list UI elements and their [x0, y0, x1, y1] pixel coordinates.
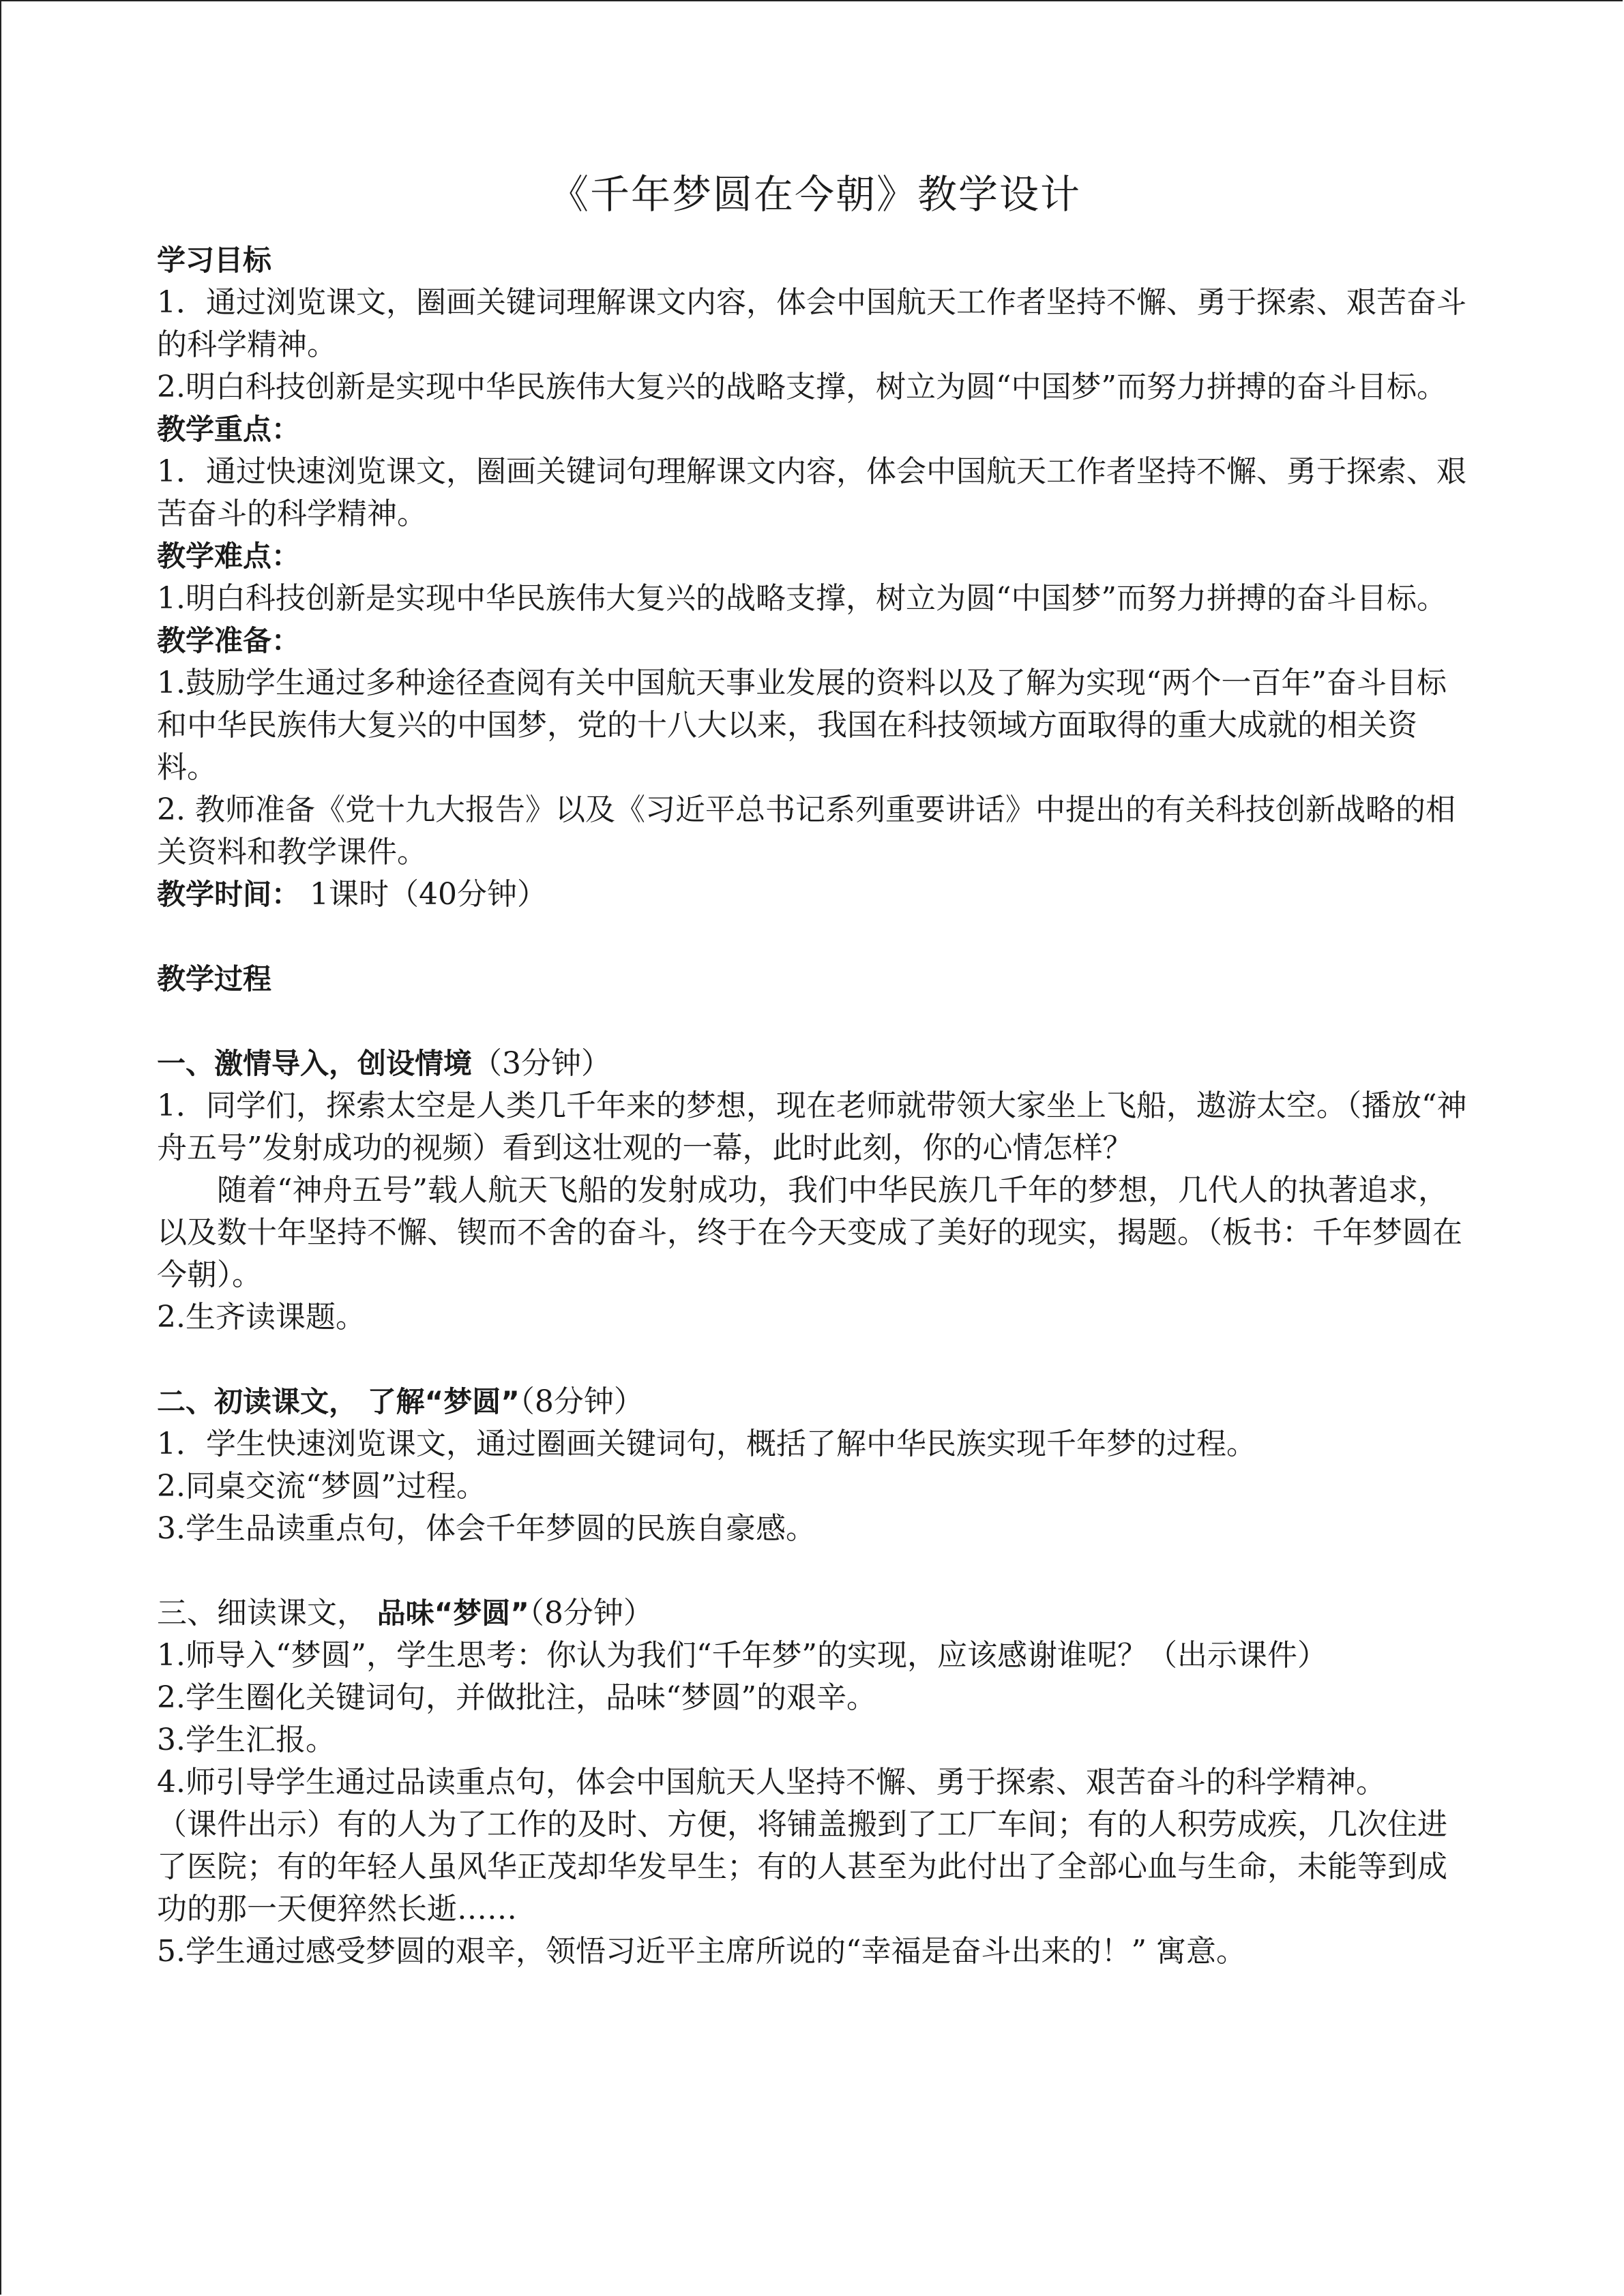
- section-1-item: 1．同学们，探索太空是人类几千年来的梦想，现在老师就带领大家坐上飞船，遨游太空。（播放“神舟五号”发射成功的视频）看到这壮观的一幕，此时此刻，你的心情怎样？: [157, 1088, 1467, 1165]
- time-heading: 教学时间：: [157, 878, 301, 911]
- spacer: [157, 1550, 1473, 1592]
- section-3-item: 2.学生圈化关键词句，并做批注，品味“梦圆”的艰辛。: [157, 1680, 876, 1715]
- key-points-heading: 教学重点：: [157, 413, 301, 446]
- spacer: [157, 1000, 1473, 1043]
- process-heading: 教学过程: [157, 962, 272, 996]
- section-3-duration: （8分钟）: [529, 1596, 653, 1630]
- goal-item: 1．通过浏览课文，圈画关键词理解课文内容，体会中国航天工作者坚持不懈、勇于探索、艰苦奋斗的科学精神。: [157, 285, 1466, 362]
- section-3-quote: （课件出示）有的人为了工作的及时、方便，将铺盖搬到了工厂车间；有的人积劳成疾，几次住进了医院；有的年轻人虽风华正茂却华发早生；有的人甚至为此付出了全部心血与生命，未能等到成功的那一天便猝然长逝……: [157, 1807, 1447, 1926]
- section-2-heading: [157, 1381, 1473, 1423]
- prep-heading: 教学准备：: [157, 624, 301, 657]
- section-1-item: 2.生齐读课题。: [157, 1300, 366, 1335]
- section-2-item: 3.学生品读重点句，体会千年梦圆的民族自豪感。: [157, 1511, 816, 1546]
- difficulties-heading: 教学难点：: [157, 539, 301, 573]
- section-2-item: 1．学生快速浏览课文，通过圈画关键词句，概括了解中华民族实现千年梦的过程。: [157, 1427, 1256, 1461]
- spacer: [157, 1339, 1473, 1381]
- document-title: 《千年梦圆在今朝》教学设计: [548, 171, 1081, 218]
- section-1-title: 一、激情导入，创设情境: [157, 1047, 473, 1080]
- time-line: [157, 874, 1473, 916]
- document-page: [157, 167, 1473, 1973]
- prep-item: 2. 教师准备《党十九大报告》以及《习近平总书记系列重要讲话》中提出的有关科技创新战略的相关资料和教学课件。: [157, 792, 1456, 869]
- section-2-title: 二、初读课文， 了解“梦圆”: [157, 1385, 520, 1418]
- section-3-item: 1.师导入“梦圆”，学生思考：你认为我们“千年梦”的实现，应该感谢谁呢？（出示课件）: [157, 1638, 1327, 1673]
- key-point-item: 1．通过快速浏览课文，圈画关键词句理解课文内容，体会中国航天工作者坚持不懈、勇于探索、艰苦奋斗的科学精神。: [157, 454, 1466, 531]
- section-3-title-bold: 品味“梦圆”: [367, 1596, 529, 1630]
- spacer: [157, 916, 1473, 958]
- goals-heading: 学习目标: [157, 243, 272, 277]
- section-3-item: 3.学生汇报。: [157, 1723, 336, 1757]
- section-3-item: 4.师引导学生通过品读重点句，体会中国航天人坚持不懈、勇于探索、艰苦奋斗的科学精神。: [157, 1765, 1386, 1800]
- section-3-heading: [157, 1592, 1473, 1635]
- section-1-paragraph: 随着“神舟五号”载人航天飞船的发射成功，我们中华民族几千年的梦想，几代人的执著追求，以及数十年坚持不懈、锲而不舍的奋斗，终于在今天变成了美好的现实，揭题。（板书：千年梦圆在今朝）。: [157, 1173, 1462, 1292]
- time-value: 1课时（40分钟）: [300, 877, 547, 912]
- difficulty-item: 1.明白科技创新是实现中华民族伟大复兴的战略支撑，树立为圆“中国梦”而努力拼搏的奋斗目标。: [157, 581, 1447, 616]
- section-3-title-plain: 三、细读课文，: [157, 1596, 367, 1630]
- section-3-item: 5.学生通过感受梦圆的艰辛，领悟习近平主席所说的“幸福是奋斗出来的！” 寓意。: [157, 1934, 1246, 1969]
- section-1-duration: （3分钟）: [472, 1046, 612, 1081]
- section-2-duration: （8分钟）: [519, 1384, 644, 1419]
- goal-item: 2.明白科技创新是实现中华民族伟大复兴的战略支撑，树立为圆“中国梦”而努力拼搏的奋斗目标。: [157, 370, 1447, 404]
- section-2-item: 2.同桌交流“梦圆”过程。: [157, 1469, 486, 1504]
- section-1-heading: [157, 1043, 1473, 1085]
- prep-item: 1.鼓励学生通过多种途径查阅有关中国航天事业发展的资料以及了解为实现“两个一百年”奋斗目标和中华民族伟大复兴的中国梦，党的十八大以来，我国在科技领域方面取得的重大成就的相关资料。: [157, 666, 1447, 785]
